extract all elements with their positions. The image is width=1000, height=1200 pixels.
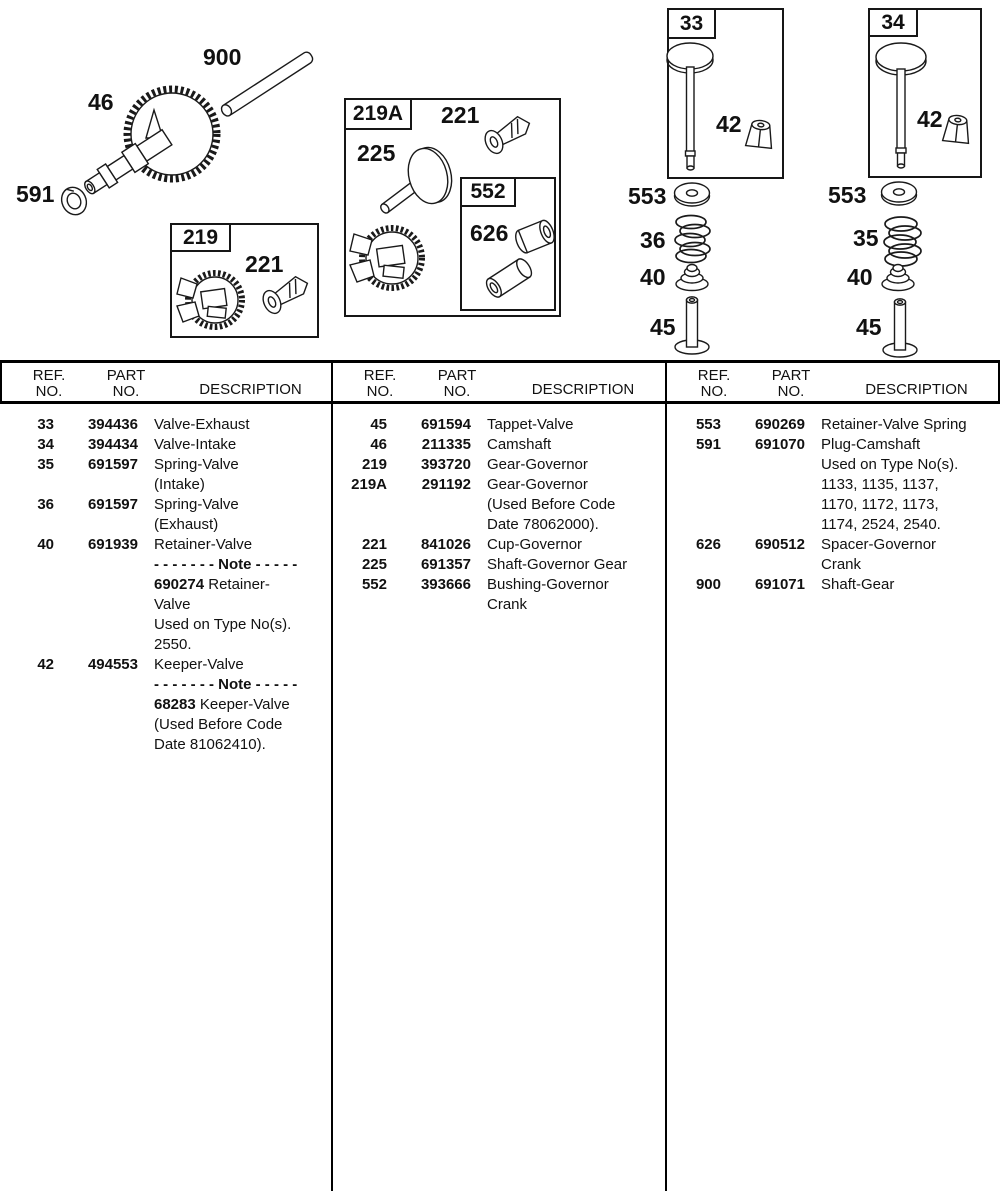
callout-553: 553 <box>628 183 667 209</box>
table-column-1 <box>0 404 333 1191</box>
ref-no-cell: 46 <box>370 436 387 453</box>
description-line: Gear-Governor <box>487 456 588 473</box>
description-line: Keeper-Valve <box>154 656 244 673</box>
spring-valve-exhaust-drawing <box>675 216 710 263</box>
spacer-governor-crank-drawing <box>513 218 557 254</box>
ref-no-cell: 45 <box>370 416 387 433</box>
callout-42: 42 <box>917 106 943 132</box>
ref-no-cell: 219 <box>361 456 387 473</box>
description-line: - - - - - - - Note - - - - - <box>154 676 298 693</box>
bushing-governor-crank-drawing <box>484 256 535 299</box>
retainer-valve-spring-drawing <box>882 182 917 205</box>
box-tag-219-label: 219 <box>182 225 219 249</box>
table-body <box>0 404 1000 1191</box>
table-row <box>0 495 331 535</box>
description-header: DESCRIPTION <box>531 381 635 398</box>
description-line: Spring-Valve <box>154 456 239 473</box>
description-line: Valve <box>154 596 191 613</box>
description-cell <box>479 455 665 475</box>
ref-no-cell: 219A <box>351 476 387 493</box>
ref-no-header: REF. NO. <box>363 367 397 400</box>
description-line: 1133, 1135, 1137, <box>821 476 939 493</box>
description-cell <box>479 535 665 555</box>
description-line: Plug-Camshaft <box>821 436 921 453</box>
table-row <box>333 435 665 455</box>
tappet-valve-drawing <box>675 297 709 354</box>
callout-225: 225 <box>357 140 396 166</box>
table-row <box>333 475 665 535</box>
callout-40: 40 <box>640 264 666 290</box>
table-row <box>0 455 331 495</box>
header-cell <box>667 363 1000 401</box>
callout-40: 40 <box>847 264 873 290</box>
ref-no-header: REF. NO. <box>32 367 66 400</box>
part-no-cell: 691357 <box>420 556 471 573</box>
description-line: Shaft-Gear <box>821 576 895 593</box>
ref-no-header: REF. NO. <box>697 367 731 400</box>
box-tag-552-label: 552 <box>470 180 506 203</box>
box-tag-33 <box>667 8 716 39</box>
callout-46: 46 <box>88 89 114 115</box>
description-cell <box>479 435 665 455</box>
description-cell <box>813 435 1000 535</box>
description-line: Tappet-Valve <box>487 416 574 433</box>
description-cell <box>479 575 665 615</box>
table-row <box>667 535 1000 575</box>
description-header: DESCRIPTION <box>865 381 968 398</box>
retainer-valve-drawing <box>676 265 708 291</box>
description-line: Used on Type No(s). <box>154 616 292 633</box>
cup-governor-drawing <box>259 273 313 316</box>
description-line: Retainer-Valve <box>154 536 253 553</box>
ref-no-cell: 591 <box>695 436 721 453</box>
table-row <box>667 415 1000 435</box>
table-row <box>0 535 331 655</box>
table-row <box>333 415 665 435</box>
header-cell <box>0 363 333 401</box>
description-line: Valve-Exhaust <box>154 416 250 433</box>
table-column-3 <box>667 404 1000 1191</box>
ref-no-cell: 34 <box>37 436 54 453</box>
box-tag-219a-label: 219A <box>352 102 404 125</box>
callout-591: 591 <box>16 181 55 207</box>
ref-no-cell: 42 <box>37 656 54 673</box>
description-cell <box>479 475 665 535</box>
table-row <box>0 435 331 455</box>
ref-no-cell: 553 <box>695 416 721 433</box>
description-line: 2550. <box>154 636 192 653</box>
description-line: (Used Before Code <box>487 496 616 513</box>
box-tag-33-label: 33 <box>679 11 704 35</box>
callout-626: 626 <box>470 220 509 246</box>
keeper-valve-drawing <box>746 119 775 148</box>
table-column-2 <box>333 404 667 1191</box>
description-cell <box>146 415 331 435</box>
spring-valve-intake-drawing <box>884 217 921 266</box>
description-line: Spacer-Governor <box>821 536 937 553</box>
box-tag-219a <box>344 98 412 130</box>
callout-35: 35 <box>853 225 879 251</box>
description-line: Date 78062000). <box>487 516 599 533</box>
description-line: Spring-Valve <box>154 496 239 513</box>
part-no-cell: 393720 <box>420 456 471 473</box>
part-no-header: PART NO. <box>771 367 811 400</box>
cup-governor-drawing <box>481 113 535 156</box>
part-no-cell: 494553 <box>87 656 138 673</box>
ref-no-cell: 900 <box>695 576 721 593</box>
description-line: Retainer-Valve Spring <box>821 416 967 433</box>
callout-221: 221 <box>441 102 480 128</box>
description-line: Date 81062410). <box>154 736 266 753</box>
part-no-cell: 291192 <box>421 476 471 493</box>
description-line: Valve-Intake <box>154 436 237 453</box>
tappet-valve-drawing <box>883 299 917 357</box>
description-cell <box>813 575 1000 595</box>
keeper-valve-drawing <box>943 114 972 143</box>
callout-36: 36 <box>640 227 666 253</box>
table-row <box>333 455 665 475</box>
header-cell <box>333 363 667 401</box>
parts-list-table <box>0 360 1000 1200</box>
description-cell <box>146 455 331 495</box>
callout-221: 221 <box>245 251 284 277</box>
ref-no-cell: 40 <box>37 536 54 553</box>
description-line: (Used Before Code <box>154 716 283 733</box>
table-row <box>0 415 331 435</box>
description-line: Crank <box>487 596 528 613</box>
part-no-header: PART NO. <box>106 367 146 400</box>
parts-diagram <box>0 0 1000 360</box>
part-no-cell: 691594 <box>420 416 471 433</box>
part-no-cell: 691070 <box>754 436 805 453</box>
table-header <box>0 360 1000 404</box>
description-cell <box>146 435 331 455</box>
box-tag-34 <box>868 8 918 37</box>
ref-no-cell: 36 <box>37 496 54 513</box>
valve-exhaust-drawing <box>667 43 713 170</box>
part-no-cell: 691939 <box>87 536 138 553</box>
description-line: Bushing-Governor <box>487 576 609 593</box>
table-row <box>667 575 1000 595</box>
callout-45: 45 <box>856 314 882 340</box>
ref-no-cell: 35 <box>37 456 54 473</box>
description-cell <box>479 415 665 435</box>
box-tag-34-label: 34 <box>881 10 905 34</box>
gear-governor-drawing <box>350 228 422 288</box>
table-row <box>667 435 1000 535</box>
description-line: Crank <box>821 556 862 573</box>
description-line: (Intake) <box>154 476 205 493</box>
part-no-cell: 691597 <box>87 456 138 473</box>
ref-no-cell: 626 <box>695 536 721 553</box>
table-row <box>333 575 665 615</box>
box-tag-219 <box>170 223 231 252</box>
description-cell <box>479 555 665 575</box>
gear-governor-drawing <box>177 273 242 327</box>
ref-no-cell: 225 <box>361 556 387 573</box>
part-no-cell: 690512 <box>754 536 805 553</box>
description-cell <box>146 495 331 535</box>
part-no-cell: 690269 <box>754 416 805 433</box>
description-line: 1174, 2524, 2540. <box>821 516 941 533</box>
part-no-cell: 691071 <box>754 576 805 593</box>
description-line: 1170, 1172, 1173, <box>821 496 939 513</box>
description-cell <box>813 535 1000 575</box>
part-no-cell: 393666 <box>420 576 471 593</box>
part-no-cell: 841026 <box>420 536 471 553</box>
description-cell <box>146 655 331 755</box>
box-tag-552 <box>460 177 516 207</box>
description-line: Gear-Governor <box>487 476 588 493</box>
description-line: Cup-Governor <box>487 536 583 553</box>
part-no-cell: 691597 <box>87 496 138 513</box>
description-line: Shaft-Governor Gear <box>487 556 628 573</box>
table-row <box>0 655 331 755</box>
callout-42: 42 <box>716 111 742 137</box>
description-cell <box>146 535 331 655</box>
part-no-cell: 394436 <box>87 416 138 433</box>
table-row <box>333 555 665 575</box>
part-no-header: PART NO. <box>437 367 477 400</box>
description-header: DESCRIPTION <box>199 381 302 398</box>
callout-900: 900 <box>203 44 242 70</box>
callout-45: 45 <box>650 314 676 340</box>
description-line: - - - - - - - Note - - - - - <box>154 556 298 573</box>
ref-no-cell: 33 <box>37 416 54 433</box>
description-line: Camshaft <box>487 436 552 453</box>
description-line: (Exhaust) <box>154 516 219 533</box>
retainer-valve-drawing <box>882 265 914 291</box>
ref-no-cell: 552 <box>361 576 387 593</box>
description-line: Used on Type No(s). <box>821 456 959 473</box>
table-row <box>333 535 665 555</box>
description-line: 690274 Retainer- <box>154 576 270 593</box>
part-no-cell: 394434 <box>87 436 138 453</box>
description-line: 68283 Keeper-Valve <box>154 696 290 713</box>
callout-553: 553 <box>828 182 867 208</box>
part-no-cell: 211335 <box>421 436 471 453</box>
ref-no-cell: 221 <box>361 536 387 553</box>
description-cell <box>813 415 1000 435</box>
retainer-valve-spring-drawing <box>675 183 710 206</box>
